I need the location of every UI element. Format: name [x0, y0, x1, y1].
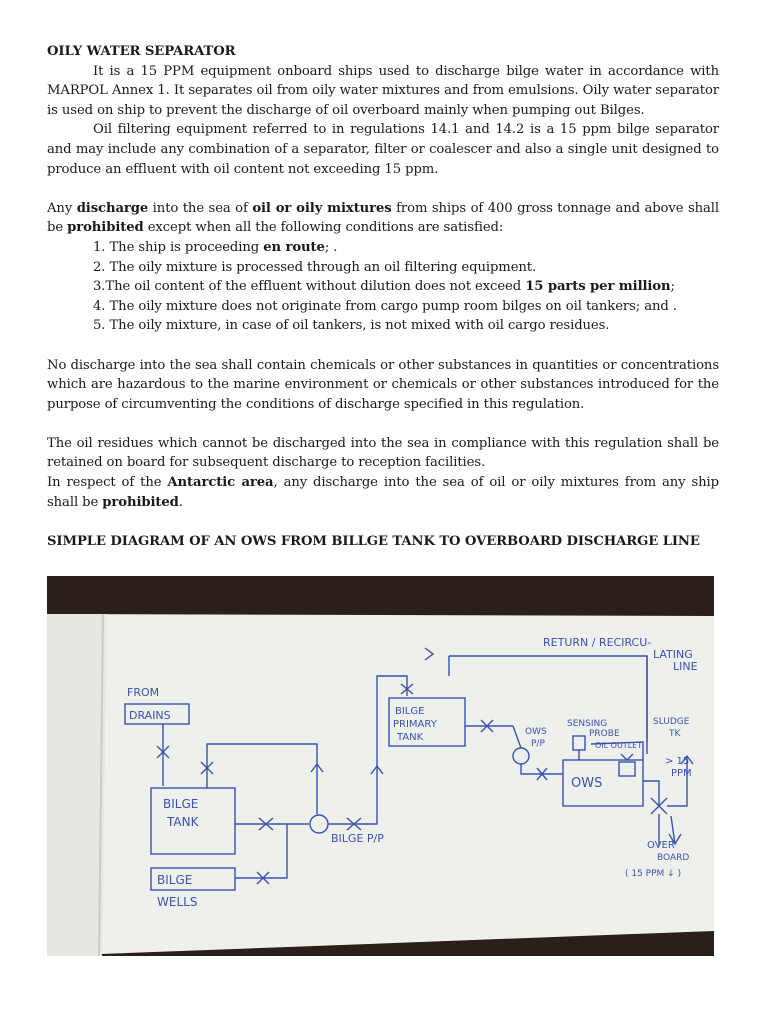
sensing-label-1: SENSING: [567, 719, 608, 729]
condition-3: 3.The oil content of the effluent without dilution does not exceed 15 parts per million;: [93, 279, 675, 295]
bilge-wells-label-1: BILGE: [157, 873, 193, 887]
condition-1: 1. The ship is proceeding en route; .: [93, 239, 338, 255]
ppm-label-2: PPM: [671, 768, 692, 779]
bilge-pump-label: BILGE P/P: [331, 832, 384, 845]
intro-paragraph-1: It is a 15 PPM equipment onboard ships used to discharge bilge water in accordance with MARPOL Annex 1. It separates oil from oily water mixtures and from emulsions. Oily water separator is used on ship to prevent the discharge of oil overboard mainly when pumping out Bilges.: [47, 63, 719, 118]
condition-4: 4. The oily mixture does not originate from cargo pump room bilges on oil tankers; and .: [93, 298, 677, 314]
antarctic-paragraph: In respect of the Antarctic area, any discharge into the sea of oil or oily mixtures from any ship shall be prohibited.: [47, 475, 719, 510]
bilge-primary-label-2: PRIMARY: [393, 719, 437, 730]
diagram-heading: SIMPLE DIAGRAM OF AN OWS FROM BILLGE TANK TO OVERBOARD DISCHARGE LINE: [47, 533, 700, 549]
ows-pump-label-2: P/P: [531, 739, 545, 749]
ows-sketch: [47, 576, 714, 956]
bilge-tank-label-1: BILGE: [163, 797, 199, 811]
ows-pump-label-1: OWS: [525, 727, 547, 737]
document-text: [47, 42, 719, 551]
bilge-primary-label-1: BILGE: [395, 706, 425, 717]
sensing-label-2: PROBE: [589, 729, 620, 739]
return-label-3: LINE: [673, 660, 698, 673]
discharge-paragraph: Any discharge into the sea of oil or oily mixtures from ships of 400 gross tonnage and above shall be prohibited except when all the following conditions are satisfied:: [47, 200, 720, 236]
bilge-primary-label-3: TANK: [397, 732, 424, 743]
ows-label: OWS: [571, 776, 603, 791]
ows-sketch-photo: [47, 576, 714, 956]
condition-2: 2. The oily mixture is processed through an oil filtering equipment.: [93, 259, 537, 275]
drains-label: DRAINS: [129, 709, 171, 722]
bilge-tank-label-2: TANK: [167, 815, 199, 829]
document-title: OILY WATER SEPARATOR: [47, 44, 236, 59]
return-label-1: RETURN / RECIRCU-: [543, 636, 652, 649]
ppm-label-1: > 15: [665, 756, 690, 767]
overboard-label-1: OVER: [647, 840, 675, 851]
sludge-label-2: TK: [669, 729, 681, 739]
overboard-label-2: BOARD: [657, 853, 690, 863]
notebook-binding-shadow: [47, 614, 107, 956]
return-label-2: LATING: [653, 648, 693, 661]
residues-paragraph: The oil residues which cannot be discharged into the sea in compliance with this regulation shall be retained on board for subsequent discharge to reception facilities.: [47, 435, 719, 471]
bilge-wells-label-2: WELLS: [157, 895, 198, 909]
oil-outlet-label: OIL OUTLET: [595, 741, 643, 750]
notebook-page: [47, 614, 714, 956]
intro-paragraph-2: Oil filtering equipment referred to in regulations 14.1 and 14.2 is a 15 ppm bilge separator and may include any combination of a separator, filter or coalescer and also a single unit designed to produce an effluent with oil content not exceeding 15 ppm.: [47, 122, 719, 177]
chemicals-paragraph: No discharge into the sea shall contain chemicals or other substances in quantities or concentrations which are hazardous to the marine environment or chemicals or other substances introduced for the purpose of circumventing the conditions of discharge specified in this regulation.: [47, 357, 719, 412]
overboard-label-3: ( 15 PPM ↓ ): [625, 869, 682, 879]
from-label: FROM: [127, 686, 160, 699]
condition-5: 5. The oily mixture, in case of oil tankers, is not mixed with oil cargo residues.: [93, 318, 610, 334]
sludge-label-1: SLUDGE: [653, 717, 690, 727]
